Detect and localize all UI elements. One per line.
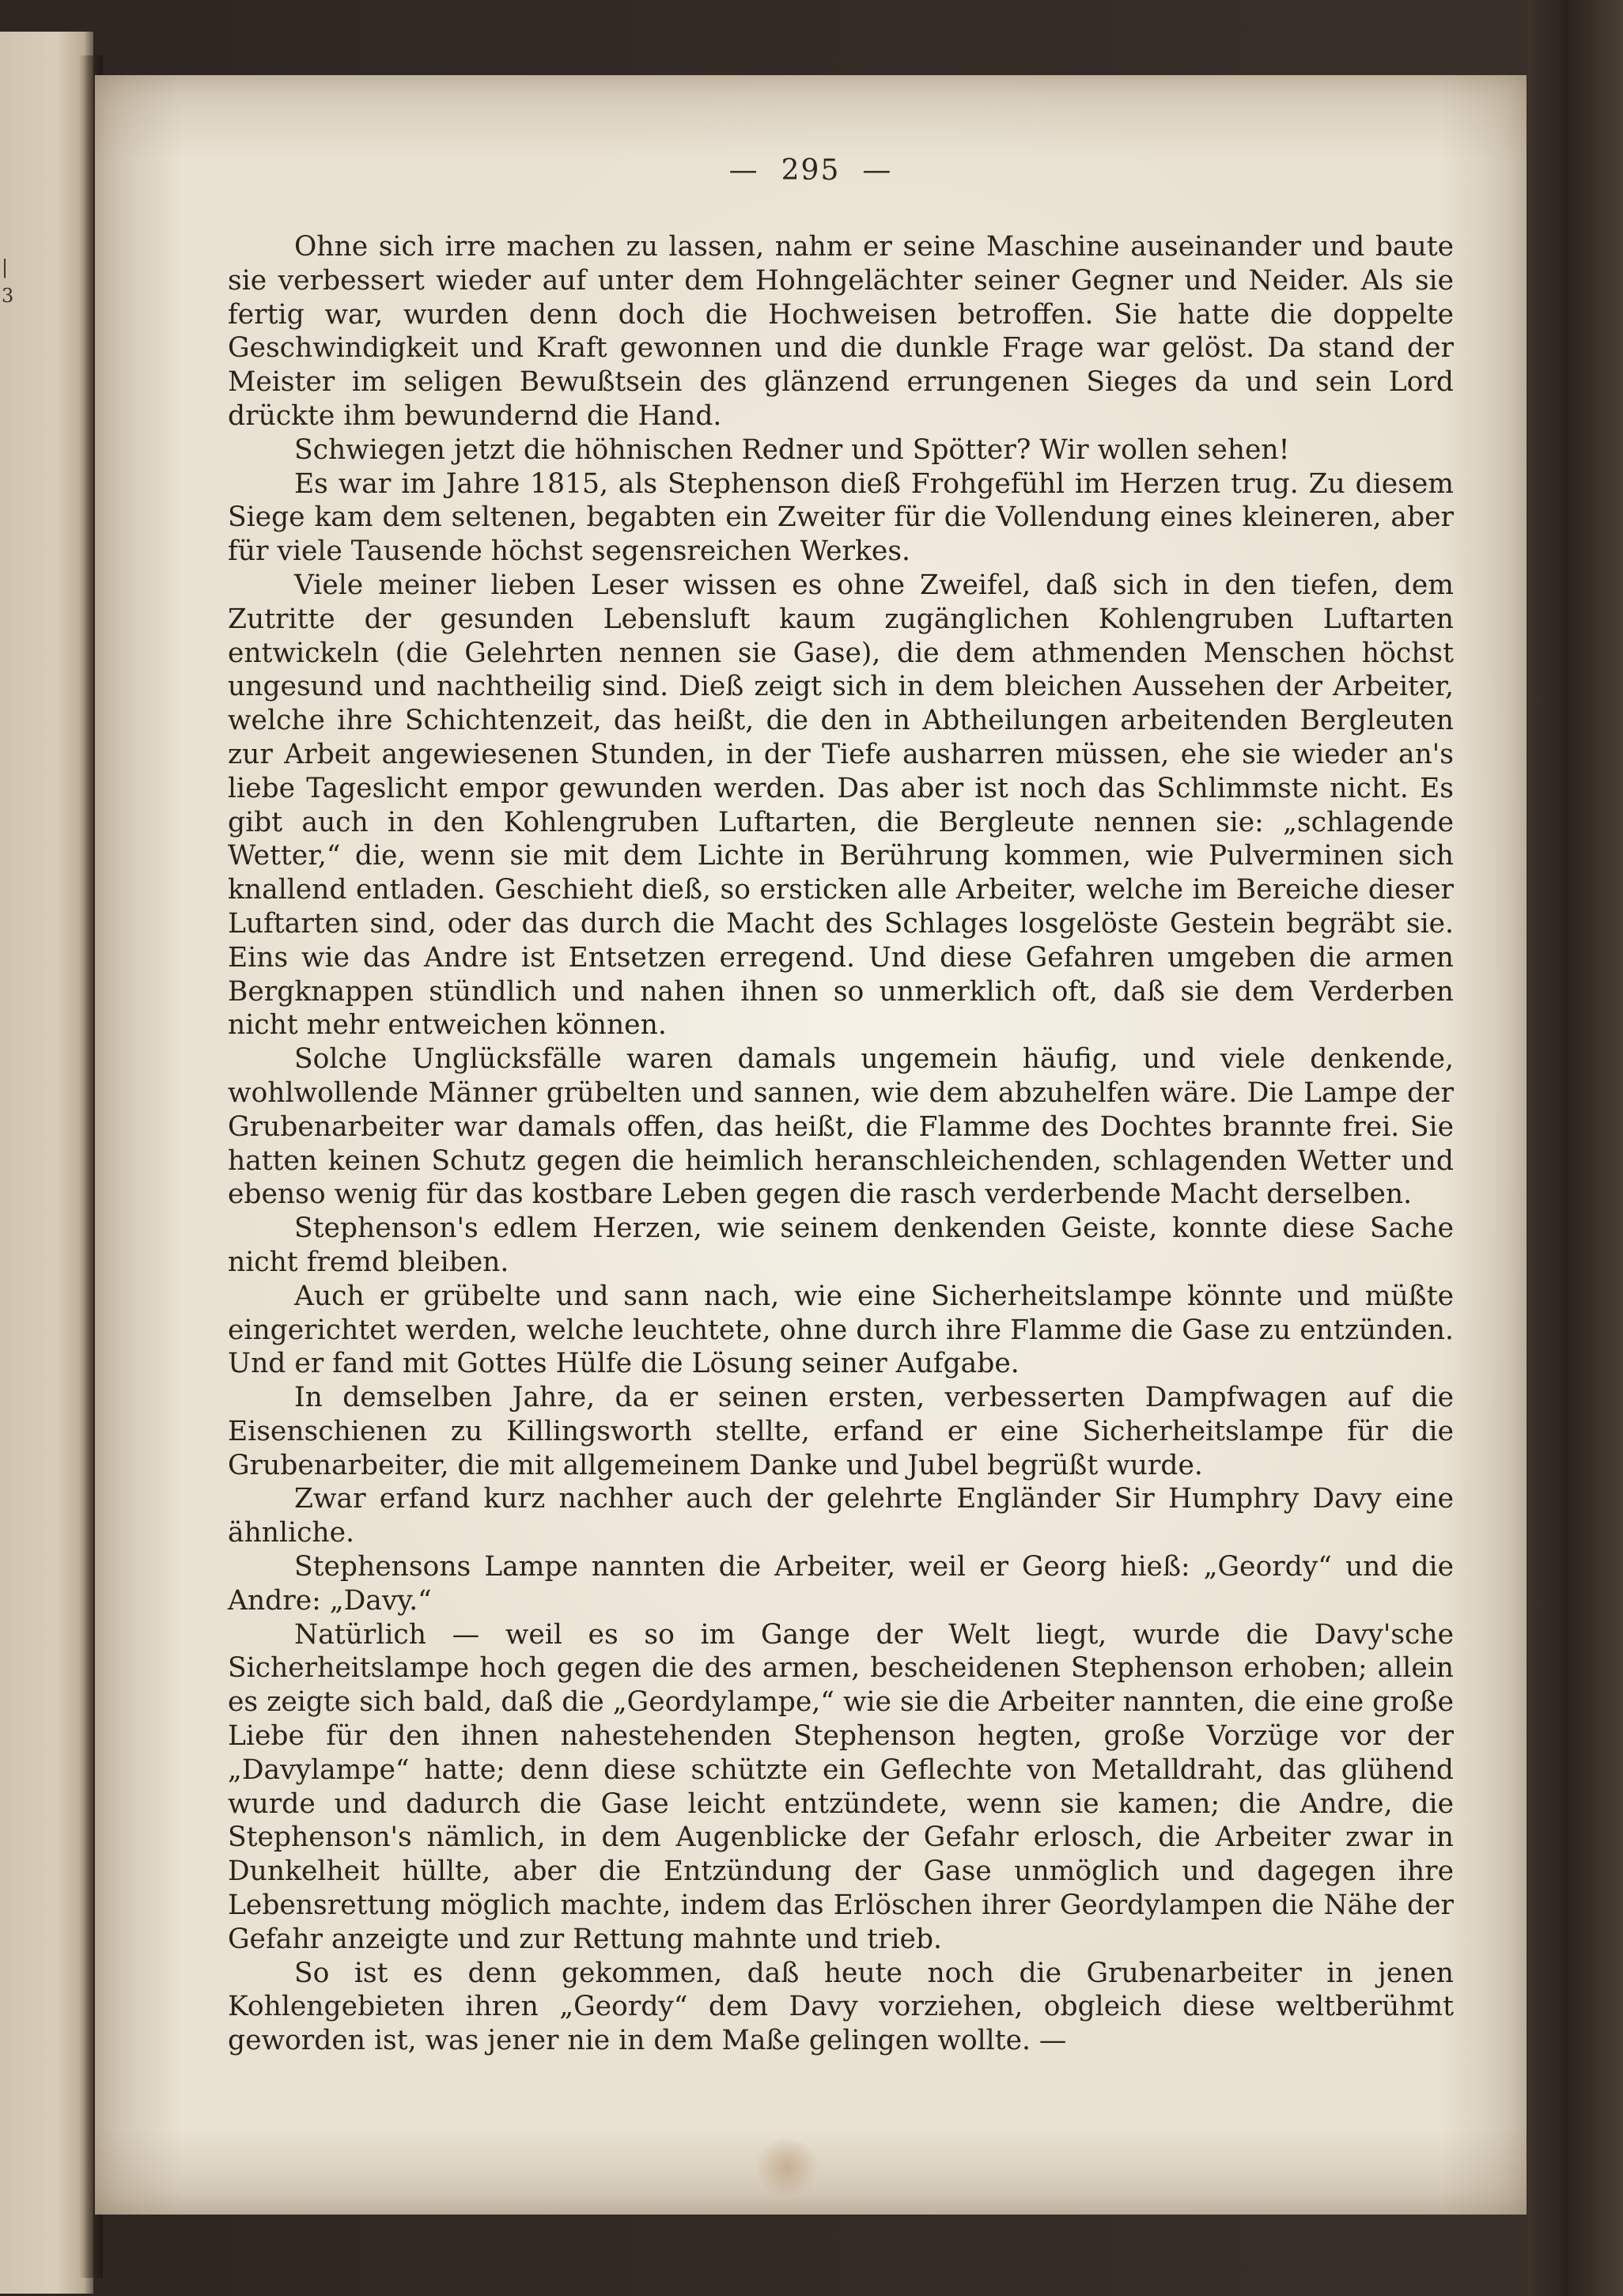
- paragraph: Stephenson's edlem Herzen, wie seinem denkenden Geiste, konnte diese Sache nicht fremd bleiben.: [228, 1212, 1454, 1278]
- body-text: [228, 230, 1454, 2058]
- paragraph: Stephensons Lampe nannten die Arbeiter, weil er Georg hieß: „Geordy“ und die Andre: „Davy.“: [228, 1551, 1454, 1617]
- left-margin-mark: |: [2, 256, 9, 278]
- binding-edge: [1528, 0, 1623, 2296]
- paragraph: Natürlich — weil es so im Gange der Welt liegt, wurde die Davy'sche Sicherheitslampe hoch gegen die des armen, bescheidenen Stephenson erhoben; allein es zeigte sich bald, daß die „Geordylampe,“ wie sie die Arbeiter nannten, die eine große Liebe für den ihnen nahestehenden Stephenson hegten, große Vorzüge vor der „Davylampe“ hatte; denn diese schützte ein Geflechte von Metalldraht, das glühend wurde und dadurch die Gase leicht entzündete, wenn sie kamen; die Andre, die Stephenson's nämlich, in dem Augenblicke der Gefahr erlosch, die Arbeiter zwar in Dunkelheit hüllte, aber die Entzündung der Gase unmöglich und dagegen ihre Lebensrettung möglich machte, indem das Erlöschen ihrer Geordylampen die Nähe der Gefahr anzeigte und zur Rettung mahnte und trieb.: [228, 1618, 1454, 1955]
- page-header: [95, 154, 1527, 187]
- paragraph: So ist es denn gekommen, daß heute noch die Grubenarbeiter in jenen Kohlengebieten ihren „Geordy“ dem Davy vorziehen, obgleich diese weltberühmt geworden ist, was jener nie in dem Maße gelingen wollte. —: [228, 1957, 1454, 2057]
- paragraph: Auch er grübelte und sann nach, wie eine Sicherheitslampe könnte und müßte eingerichtet werden, welche leuchtete, ohne durch ihre Flamme die Gase zu entzünden. Und er fand mit Gottes Hülfe die Lösung seiner Aufgabe.: [228, 1280, 1454, 1380]
- paragraph: Zwar erfand kurz nachher auch der gelehrte Engländer Sir Humphry Davy eine ähnliche.: [228, 1483, 1454, 1549]
- paragraph: Schwiegen jetzt die höhnischen Redner und Spötter? Wir wollen sehen!: [294, 433, 1290, 466]
- page-number: 295: [781, 154, 841, 187]
- paragraph: Solche Unglücksfälle waren damals ungemein häufig, und viele denkende, wohlwollende Männer grübelten und sannen, wie dem abzuhelfen wäre. Die Lampe der Grubenarbeiter war damals offen, das heißt, die Flamme des Dochtes brannte frei. Sie hatten keinen Schutz gegen die heimlich heranschleichenden, schlagenden Wetter und ebenso wenig für das kostbare Leben gegen die rasch verderbende Macht derselben.: [228, 1043, 1454, 1211]
- paper-stain: [751, 2139, 823, 2195]
- paragraph: Es war im Jahre 1815, als Stephenson dieß Frohgefühl im Herzen trug. Zu diesem Siege kam dem seltenen, begabten ein Zweiter für die Vollendung eines kleineren, aber für viele Tausende höchst segensreichen Werkes.: [228, 467, 1454, 568]
- book-page: [95, 75, 1527, 2215]
- left-margin-marks: [2, 253, 13, 310]
- left-margin-mark: 3: [2, 285, 14, 307]
- header-dash-left: —: [728, 154, 759, 187]
- paragraph: Ohne sich irre machen zu lassen, nahm er seine Maschine auseinander und baute sie verbessert wieder auf unter dem Hohngelächter seiner Gegner und Neider. Als sie fertig war, wurden denn doch die Hochweisen betroffen. Sie hatte die doppelte Geschwindigkeit und Kraft gewonnen und die dunkle Frage war gelöst. Da stand der Meister im seligen Bewußtsein des glänzend errungenen Sieges da und sein Lord drückte ihm bewundernd die Hand.: [228, 231, 1454, 432]
- header-dash-right: —: [862, 154, 893, 187]
- paragraph: Viele meiner lieben Leser wissen es ohne Zweifel, daß sich in den tiefen, dem Zutritte der gesunden Lebensluft kaum zugänglichen Kohlengruben Luftarten entwickeln (die Gelehrten nennen sie Gase), die dem athmenden Menschen höchst ungesund und nachtheilig sind. Dieß zeigt sich in dem bleichen Aussehen der Arbeiter, welche ihre Schichtenzeit, das heißt, die den in Abtheilungen arbeitenden Bergleuten zur Arbeit angewiesenen Stunden, in der Tiefe ausharren müssen, ehe sie wieder an's liebe Tageslicht empor gewunden werden. Das aber ist noch das Schlimmste nicht. Es gibt auch in den Kohlengruben Luftarten, die Bergleute nennen sie: „schlagende Wetter,“ die, wenn sie mit dem Lichte in Berührung kommen, wie Pulverminen sich knallend entladen. Geschieht dieß, so ersticken alle Arbeiter, welche im Bereiche dieser Luftarten sind, oder das durch die Macht des Schlages losgelöste Gestein begräbt sie. Eins wie das Andre ist Entsetzen erregend. Und diese Gefahren umgeben die armen Bergknappen stündlich und nahen ihnen so unmerklich oft, daß sie dem Verderben nicht mehr entweichen können.: [228, 569, 1454, 1042]
- paragraph: In demselben Jahre, da er seinen ersten, verbesserten Dampfwagen auf die Eisenschienen zu Killingsworth stellte, erfand er eine Sicherheitslampe für die Grubenarbeiter, die mit allgemeinem Danke und Jubel begrüßt wurde.: [228, 1382, 1454, 1481]
